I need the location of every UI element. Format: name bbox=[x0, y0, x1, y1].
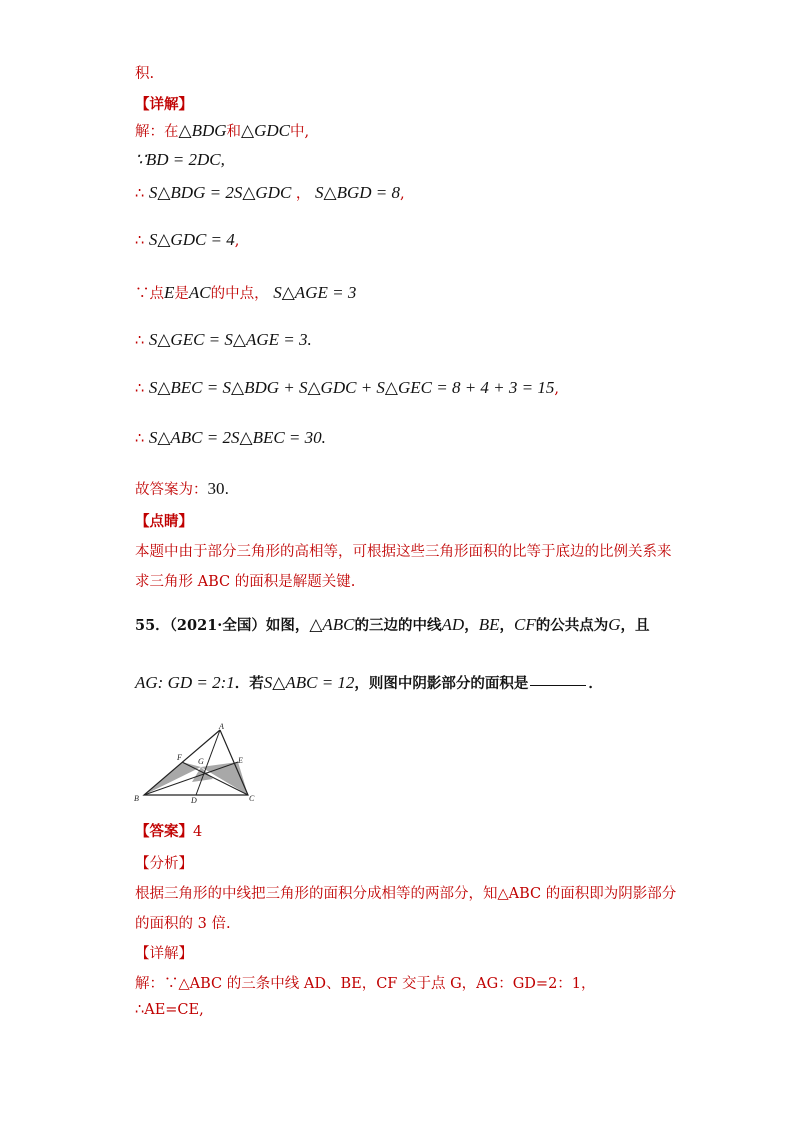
text-line: 的面积的 3 倍. bbox=[135, 916, 231, 932]
math-point-g: G bbox=[608, 615, 621, 634]
math-segment-ad: AD bbox=[441, 615, 465, 634]
text: , bbox=[400, 186, 405, 202]
text-line: 积. bbox=[135, 66, 155, 82]
label-d: D bbox=[191, 796, 197, 805]
triangle-figure bbox=[134, 722, 264, 805]
text: 解：在 bbox=[135, 124, 179, 140]
math-line bbox=[135, 282, 356, 303]
section-heading-xiangjie-2: 【详解】 bbox=[135, 946, 193, 962]
math-line bbox=[135, 150, 225, 170]
label-f: F bbox=[177, 753, 182, 762]
problem-55-line-2 bbox=[135, 672, 603, 693]
math-ratio: AG: GD = 2:1 bbox=[135, 673, 235, 692]
therefore-symbol: ∴ bbox=[135, 233, 145, 249]
text-line: 本题中由于部分三角形的高相等，可根据这些三角形面积的比等于底边的比例关系来 bbox=[135, 544, 672, 560]
section-heading-xiangjie: 【详解】 bbox=[135, 96, 193, 113]
text-line: 解：∵△ABC 的三条中线 AD、BE，CF 交于点 G，AG：GD=2：1， bbox=[135, 976, 596, 992]
text-line: 根据三角形的中线把三角形的面积分成相等的两部分，知△ABC 的面积即为阴影部分 bbox=[135, 886, 677, 902]
text: 的公共点为 bbox=[535, 617, 609, 634]
problem-55-line-1 bbox=[135, 614, 650, 635]
label-b: B bbox=[134, 794, 139, 803]
math-line bbox=[135, 428, 326, 448]
problem-number: 55．（2021·全国）如图， bbox=[135, 617, 310, 634]
text: ， bbox=[295, 186, 311, 202]
therefore-symbol: ∴ bbox=[135, 381, 145, 397]
answer-value: 4 bbox=[193, 824, 203, 840]
math-line bbox=[135, 182, 405, 203]
math-line bbox=[135, 378, 559, 398]
text: . bbox=[224, 482, 230, 498]
math-expr: S△GEC = S△AGE = 3. bbox=[148, 330, 312, 349]
math-expr: S△ABC = 2S△BEC = 30. bbox=[148, 428, 326, 447]
text-line: 求三角形 ABC 的面积是解题关键. bbox=[135, 574, 356, 590]
answer-heading: 【答案】 bbox=[135, 823, 193, 840]
text: ，且 bbox=[620, 617, 650, 634]
therefore-symbol: ∴ bbox=[135, 186, 145, 202]
math-expr: S△GDC = 4 bbox=[148, 230, 235, 249]
math-area: S△ABC = 12 bbox=[263, 673, 355, 692]
therefore-symbol: ∴ bbox=[135, 431, 145, 447]
text: ．若 bbox=[234, 675, 264, 692]
text: 的三边的中线 bbox=[354, 617, 442, 634]
label-c: C bbox=[249, 794, 255, 803]
math-line bbox=[135, 230, 239, 250]
answer-blank bbox=[530, 684, 586, 686]
text: ，则图中阴影部分的面积是 bbox=[354, 675, 529, 692]
text-line: ∴AE=CE, bbox=[135, 1002, 204, 1018]
answer-line bbox=[135, 820, 202, 841]
math-triangle-bdg: △BDG bbox=[178, 121, 227, 140]
text: ， bbox=[464, 617, 479, 634]
label-e: E bbox=[238, 756, 243, 765]
text-line bbox=[135, 478, 229, 499]
math-line bbox=[135, 330, 312, 350]
text: 故答案为： bbox=[135, 482, 208, 498]
math-expr: S△BDG = 2S△GDC bbox=[148, 183, 292, 202]
math-segment-ac: AC bbox=[188, 283, 211, 302]
math-expr: S△BEC = S△BDG + S△GDC + S△GEC = 8 + 4 + 3 = 15 bbox=[148, 378, 555, 397]
math-triangle-gdc: △GDC bbox=[241, 121, 290, 140]
label-a: A bbox=[219, 722, 224, 731]
because-text: ∵点 bbox=[135, 286, 164, 302]
text-line bbox=[135, 120, 309, 141]
math-expr: S△AGE = 3 bbox=[273, 283, 357, 302]
text: 中, bbox=[289, 124, 310, 140]
math-segment-be: BE bbox=[478, 615, 500, 634]
text: ． bbox=[588, 675, 603, 692]
text: 是 bbox=[174, 286, 189, 302]
math-segment-cf: CF bbox=[513, 615, 536, 634]
text: 和 bbox=[226, 124, 242, 140]
text: ， bbox=[499, 617, 514, 634]
answer-value: 30 bbox=[207, 479, 225, 498]
therefore-symbol: ∴ bbox=[135, 333, 145, 349]
label-g: G bbox=[198, 757, 204, 766]
section-heading-fenxi: 【分析】 bbox=[135, 856, 193, 872]
text: 的中点， bbox=[210, 286, 269, 302]
math-expr: S△BGD = 8 bbox=[315, 183, 400, 202]
math-point-e: E bbox=[164, 283, 175, 302]
math-triangle-abc: △ABC bbox=[309, 615, 355, 634]
section-heading-dianjing: 【点睛】 bbox=[135, 513, 193, 530]
text: , bbox=[554, 381, 559, 397]
text: , bbox=[234, 233, 240, 249]
math-expr: ∵BD = 2DC, bbox=[135, 150, 225, 169]
